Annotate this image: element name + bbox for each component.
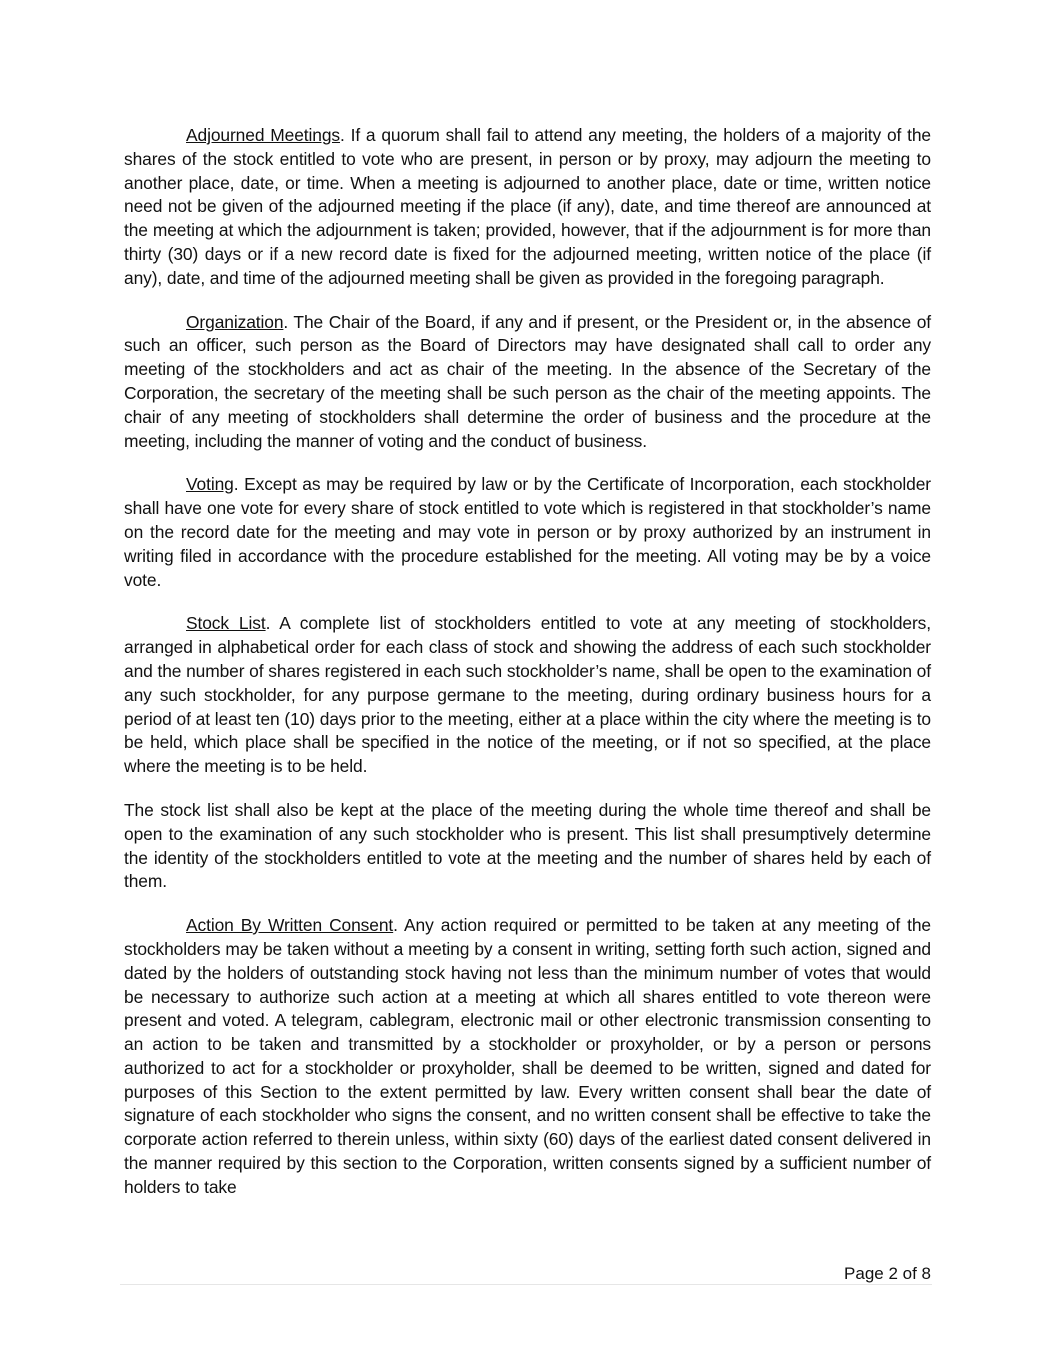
paragraph-action-by-written-consent — [124, 914, 931, 1200]
paragraph-text: The stock list shall also be kept at the place of the meeting during the whole time thereof and shall be open to the examination of any such stockholder who is present. This list shall presumptively determine the identity of the stockholders entitled to vote at the meeting and the number of shares held by each of them. — [124, 799, 931, 892]
document-body — [124, 124, 931, 1220]
section-heading: Organization — [186, 311, 284, 332]
paragraph-text: . Any action required or permitted to be taken at any meeting of the stockholders may be taken without a meeting by a consent in writing, setting forth such action, signed and dated by the holders of outstanding stock having not less than the minimum number of votes that would be necessary to authorize such action at a meeting at which all shares entitled to vote thereon were present and voted. A telegram, cablegram, electronic mail or other electronic transmission consenting to an action to be taken and transmitted by a stockholder or proxyholder, or by a person or persons authorized to act for a stockholder or proxyholder, shall be deemed to be written, signed and dated for purposes of this Section to the extent permitted by law. Every written consent shall bear the date of signature of each stockholder who signs the consent, and no written consent shall be effective to take the corporate action referred to therein unless, within sixty (60) days of the earliest dated consent delivered in the manner required by this section to the Corporation, written consents signed by a sufficient number of holders to take — [124, 915, 931, 1197]
paragraph-text: . Except as may be required by law or by the Certificate of Incorporation, each stockholder shall have one vote for every share of stock entitled to vote which is registered in that stockholder’s name on the record date for the meeting and may vote in person or by proxy authorized by an instrument in writing filed in accordance with the procedure established for the meeting. All voting may be by a voice vote. — [124, 474, 931, 590]
footer-divider — [120, 1284, 932, 1285]
section-heading: Action By Written Consent — [186, 915, 394, 936]
paragraph-text: . The Chair of the Board, if any and if present, or the President or, in the absence of such an officer, such person as the Board of Directors may have designated shall call to order any meeting of the stockholders and act as chair of the meeting. In the absence of the Secretary of the Corporation, the secretary of the meeting shall be such person as the chair of the meeting appoints. The chair of any meeting of stockholders shall determine the order of business and the procedure at the meeting, including the manner of voting and the conduct of business. — [124, 311, 931, 451]
paragraph-organization — [124, 311, 931, 454]
paragraph-stock-list-continued — [124, 799, 931, 894]
paragraph-stock-list — [124, 612, 931, 779]
paragraph-text: . If a quorum shall fail to attend any meeting, the holders of a majority of the shares of the stock entitled to vote who are present, in person or by proxy, may adjourn the meeting to another place, date, or time. When a meeting is adjourned to another place, date or time, written notice need not be given of the adjourned meeting if the place (if any), date, and time thereof are announced at the meeting at which the adjournment is taken; provided, however, that if the adjournment is for more than thirty (30) days or if a new record date is fixed for the adjourned meeting, written notice of the place (if any), date, and time of the adjourned meeting shall be given as provided in the foregoing paragraph. — [124, 125, 931, 288]
page-number: Page 2 of 8 — [844, 1264, 931, 1283]
section-heading: Voting — [186, 474, 234, 495]
paragraph-adjourned-meetings — [124, 124, 931, 291]
paragraph-voting — [124, 473, 931, 592]
section-heading: Stock List — [186, 613, 266, 634]
paragraph-text: . A complete list of stockholders entitled to vote at any meeting of stockholders, arranged in alphabetical order for each class of stock and showing the address of each such stockholder and the number of shares registered in each such stockholder’s name, shall be open to the examination of any such stockholder, for any purpose germane to the meeting, during ordinary business hours for a period of at least ten (10) days prior to the meeting, either at a place within the city where the meeting is to be held, which place shall be specified in the notice of the meeting, or if not so specified, at the place where the meeting is to be held. — [124, 613, 932, 777]
section-heading: Adjourned Meetings — [186, 125, 341, 145]
